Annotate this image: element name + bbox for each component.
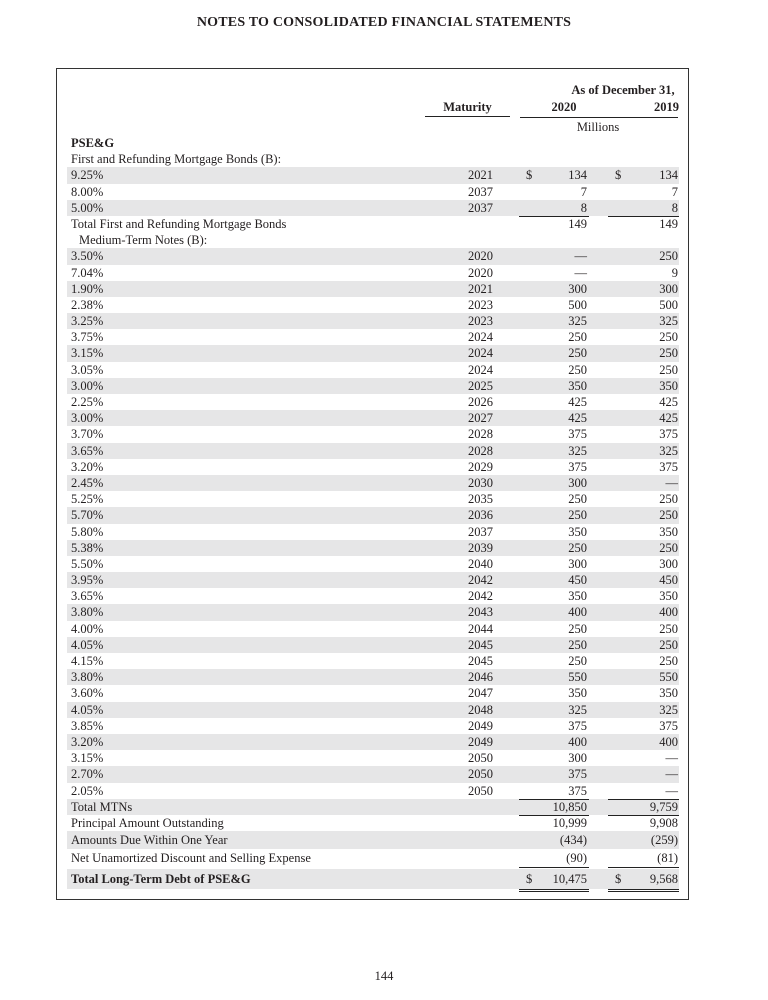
maturity-year: 2026: [468, 395, 493, 409]
value-2020: 375: [568, 783, 587, 798]
mtn-row: [67, 702, 679, 718]
rate-label: 9.25%: [71, 168, 104, 183]
total-mtns-2020: 10,850: [552, 799, 587, 814]
mtn-row: [67, 621, 679, 637]
rate-label: 2.25%: [71, 395, 104, 409]
maturity-year: 2030: [468, 475, 493, 490]
value-2019: 350: [659, 686, 678, 701]
maturity-year: 2044: [468, 621, 493, 636]
mtn-row: [67, 783, 679, 799]
discount-row: [67, 849, 679, 867]
rate-label: 3.15%: [71, 346, 104, 361]
value-2019: 450: [659, 573, 678, 588]
mtn-row: [67, 507, 679, 523]
value-2020: 250: [568, 346, 587, 361]
rate-label: 3.60%: [71, 686, 104, 701]
page-number: 144: [374, 969, 394, 983]
rate-label: 3.75%: [71, 330, 104, 345]
value-2020: 250: [568, 637, 587, 652]
mtn-row: [67, 345, 679, 361]
rate-label: 5.00%: [71, 200, 104, 215]
mtn-row: [67, 248, 679, 264]
maturity-year: 2037: [468, 184, 493, 199]
rate-label: 2.45%: [71, 475, 104, 490]
value-2019: 325: [659, 702, 678, 717]
value-2020: 425: [568, 411, 587, 426]
discount-label: Net Unamortized Discount and Selling Expense: [71, 851, 311, 866]
value-2019: 134: [659, 168, 678, 183]
rate-label: 5.70%: [71, 508, 104, 523]
value-2020: 250: [568, 508, 587, 523]
rate-label: 2.70%: [71, 767, 104, 782]
mtn-row: [67, 637, 679, 653]
maturity-year: 2048: [468, 702, 493, 717]
value-2020: 375: [568, 718, 587, 733]
mtn-row: [67, 524, 679, 540]
value-2020: 250: [568, 362, 587, 377]
value-2020: 250: [568, 330, 587, 345]
value-2019: 350: [659, 524, 678, 539]
maturity-year: 2037: [468, 200, 493, 215]
mtn-row: [67, 281, 679, 297]
total-mtns-label: Total MTNs: [71, 799, 133, 814]
rate-label: 3.20%: [71, 734, 104, 749]
maturity-year: 2028: [468, 427, 493, 442]
value-2019: —: [665, 475, 678, 490]
mtn-row: [67, 685, 679, 701]
maturity-year: 2028: [468, 443, 493, 458]
maturity-year: 2045: [468, 654, 493, 668]
value-2019: 7: [671, 184, 678, 199]
value-2020: 250: [568, 654, 587, 668]
mtn-row: [67, 475, 679, 491]
year-2019-header: 2019: [654, 100, 679, 114]
value-2020: 425: [568, 395, 587, 409]
mtn-row: [67, 394, 679, 410]
mtn-rows: [67, 248, 679, 798]
value-2019: 350: [659, 378, 678, 393]
value-2019: —: [665, 783, 678, 798]
maturity-year: 2046: [468, 670, 493, 685]
maturity-year: 2021: [468, 168, 493, 183]
value-2020: 300: [568, 475, 587, 490]
bond-rows: [67, 167, 679, 216]
value-2020: 8: [580, 200, 587, 215]
debt-table: [67, 135, 679, 889]
rate-label: 2.38%: [71, 297, 104, 312]
rate-label: 3.70%: [71, 427, 104, 442]
rate-label: 4.05%: [71, 637, 104, 652]
rate-label: 3.95%: [71, 573, 104, 588]
value-2019: 250: [659, 492, 678, 507]
bond-row: [67, 184, 679, 200]
value-2019: 375: [659, 459, 678, 474]
total-ltd-2019-currency: $: [615, 872, 622, 887]
rate-label: 3.15%: [71, 751, 104, 766]
bond-row: [67, 200, 679, 216]
value-2019: 250: [659, 508, 678, 523]
rate-label: 3.65%: [71, 589, 104, 604]
maturity-year: 2050: [468, 767, 493, 782]
value-2019: —: [665, 751, 678, 766]
mtn-row: [67, 588, 679, 604]
value-2020: 375: [568, 427, 587, 442]
rate-label: 3.85%: [71, 718, 104, 733]
as-of-header: As of December 31,: [571, 83, 675, 97]
rate-label: 3.00%: [71, 378, 104, 393]
value-2020: 300: [568, 751, 587, 766]
mtn-row: [67, 491, 679, 507]
maturity-year: 2020: [468, 265, 493, 280]
total-ltd-2020: 10,475: [552, 872, 587, 887]
total-ltd-2019: 9,568: [649, 872, 678, 887]
value-2019: 250: [659, 346, 678, 361]
maturity-year: 2049: [468, 734, 493, 749]
mtn-row: [67, 329, 679, 345]
value-2019: 350: [659, 589, 678, 604]
principal-2020: 10,999: [552, 815, 587, 830]
value-2020: —: [574, 265, 587, 280]
value-2019: —: [665, 767, 678, 782]
units-label: Millions: [576, 120, 620, 134]
due-within-2020: (434): [559, 833, 587, 848]
bonds-total-row: [67, 216, 679, 232]
maturity-year: 2042: [468, 589, 493, 604]
debt-table-frame: [56, 68, 689, 900]
rate-label: 5.38%: [71, 540, 104, 555]
principal-label: Principal Amount Outstanding: [71, 815, 224, 830]
value-2020: 250: [568, 492, 587, 507]
mtn-row: [67, 604, 679, 620]
maturity-year: 2050: [468, 751, 493, 766]
maturity-year: 2035: [468, 492, 493, 507]
section-title: PSE&G: [71, 136, 115, 150]
value-2019: 8: [671, 200, 678, 215]
maturity-year: 2040: [468, 556, 493, 571]
mtn-row: [67, 378, 679, 394]
value-2019: 400: [659, 605, 678, 620]
value-2019: 375: [659, 427, 678, 442]
rate-label: 3.80%: [71, 670, 104, 685]
value-2019: 250: [659, 637, 678, 652]
mtn-row: [67, 540, 679, 556]
total-ltd-row: [67, 869, 679, 889]
maturity-header: Maturity: [425, 100, 510, 117]
mtn-row: [67, 750, 679, 766]
mtn-row: [67, 766, 679, 782]
value-2020: 450: [568, 573, 587, 588]
section-title-row: [67, 135, 679, 151]
maturity-year: 2047: [468, 686, 493, 701]
mtn-row: [67, 653, 679, 669]
value-2019: 250: [659, 540, 678, 555]
mtn-row: [67, 265, 679, 281]
maturity-year: 2043: [468, 605, 493, 620]
rate-label: 3.65%: [71, 443, 104, 458]
total-ltd-2020-currency: $: [526, 872, 533, 887]
value-2020: 375: [568, 459, 587, 474]
rate-label: 3.80%: [71, 605, 104, 620]
value-2020: 300: [568, 556, 587, 571]
value-2019: 550: [659, 670, 678, 685]
bonds-heading: First and Refunding Mortgage Bonds (B):: [71, 152, 282, 167]
principal-row: [67, 815, 679, 831]
value-2020: 350: [568, 524, 587, 539]
year-2020-header: 2020: [551, 100, 577, 114]
mtn-heading-row: [67, 232, 679, 248]
value-2019: 250: [659, 249, 678, 264]
value-2019: 250: [659, 330, 678, 345]
value-2019: 9: [671, 265, 678, 280]
value-2019: 250: [659, 621, 678, 636]
total-ltd-label: Total Long-Term Debt of PSE&G: [71, 872, 251, 887]
maturity-year: 2023: [468, 297, 493, 312]
rate-label: 7.04%: [71, 265, 104, 280]
value-2020: 7: [580, 184, 587, 199]
value-2020: 500: [568, 297, 587, 312]
rate-label: 3.25%: [71, 314, 104, 329]
discount-2020: (90): [566, 851, 587, 866]
bonds-total-label: Total First and Refunding Mortgage Bonds: [71, 216, 287, 231]
mtn-row: [67, 718, 679, 734]
value-2020: 350: [568, 686, 587, 701]
mtn-row: [67, 313, 679, 329]
value-2019: 425: [659, 411, 678, 426]
maturity-year: 2024: [468, 362, 493, 377]
maturity-year: 2025: [468, 378, 493, 393]
value-2020: 350: [568, 589, 587, 604]
mtn-row: [67, 734, 679, 750]
value-2019: 300: [659, 281, 678, 296]
value-2020: 300: [568, 281, 587, 296]
value-2020: 400: [568, 605, 587, 620]
value-2020: 325: [568, 702, 587, 717]
value-2019: 375: [659, 718, 678, 733]
value-2019: 500: [659, 297, 678, 312]
maturity-year: 2036: [468, 508, 493, 523]
rate-label: 3.05%: [71, 362, 104, 377]
rate-label: 4.05%: [71, 702, 104, 717]
value-2020: 375: [568, 767, 587, 782]
value-2020: 134: [568, 168, 587, 183]
value-2020: 325: [568, 314, 587, 329]
maturity-year: 2024: [468, 330, 493, 345]
value-2020: 350: [568, 378, 587, 393]
mtn-row: [67, 572, 679, 588]
maturity-year: 2021: [468, 281, 493, 296]
value-2019: 250: [659, 654, 678, 668]
rate-label: 4.00%: [71, 621, 104, 636]
mtn-row: [67, 362, 679, 378]
due-within-row: [67, 831, 679, 849]
rate-label: 1.90%: [71, 281, 104, 296]
maturity-year: 2045: [468, 637, 493, 652]
maturity-year: 2024: [468, 346, 493, 361]
value-2019: 325: [659, 443, 678, 458]
rate-label: 5.50%: [71, 556, 104, 571]
value-2019: 400: [659, 734, 678, 749]
mtn-row: [67, 426, 679, 442]
rate-label: 5.80%: [71, 524, 104, 539]
bonds-total-2020: 149: [568, 216, 587, 231]
maturity-year: 2050: [468, 783, 493, 798]
rate-label: 8.00%: [71, 184, 104, 199]
maturity-year: 2023: [468, 314, 493, 329]
value-2020: 325: [568, 443, 587, 458]
currency-symbol-2019: $: [615, 168, 622, 183]
value-2020: 250: [568, 540, 587, 555]
value-2020: 400: [568, 734, 587, 749]
mtn-heading: Medium-Term Notes (B):: [79, 233, 208, 248]
value-2019: 300: [659, 556, 678, 571]
maturity-year: 2020: [468, 249, 493, 264]
total-mtns-row: [67, 799, 679, 815]
value-2019: 250: [659, 362, 678, 377]
header-rule: [520, 117, 678, 118]
maturity-year: 2027: [468, 411, 493, 426]
mtn-row: [67, 443, 679, 459]
mtn-row: [67, 556, 679, 572]
bonds-heading-row: [67, 151, 679, 167]
mtn-row: [67, 410, 679, 426]
value-2019: 325: [659, 314, 678, 329]
rate-label: 3.50%: [71, 249, 104, 264]
page-title: NOTES TO CONSOLIDATED FINANCIAL STATEMENTS: [196, 15, 572, 30]
mtn-row: [67, 669, 679, 685]
value-2020: 550: [568, 670, 587, 685]
value-2020: 250: [568, 621, 587, 636]
maturity-year: 2037: [468, 524, 493, 539]
mtn-row: [67, 459, 679, 475]
rate-label: 5.25%: [71, 492, 104, 507]
rate-label: 4.15%: [71, 654, 104, 668]
maturity-year: 2049: [468, 718, 493, 733]
due-within-label: Amounts Due Within One Year: [71, 833, 228, 848]
discount-2019: (81): [657, 851, 678, 866]
value-2019: 425: [659, 395, 678, 409]
mtn-row: [67, 297, 679, 313]
maturity-year: 2029: [468, 459, 493, 474]
bonds-total-2019: 149: [659, 216, 678, 231]
maturity-year: 2039: [468, 540, 493, 555]
total-mtns-2019: 9,759: [649, 799, 678, 814]
rate-label: 2.05%: [71, 783, 104, 798]
maturity-year: 2042: [468, 573, 493, 588]
due-within-2019: (259): [650, 833, 678, 848]
rate-label: 3.00%: [71, 411, 104, 426]
rate-label: 3.20%: [71, 459, 104, 474]
bond-row: [67, 167, 679, 183]
currency-symbol-2020: $: [526, 168, 533, 183]
principal-2019: 9,908: [649, 815, 678, 830]
value-2020: —: [574, 249, 587, 264]
